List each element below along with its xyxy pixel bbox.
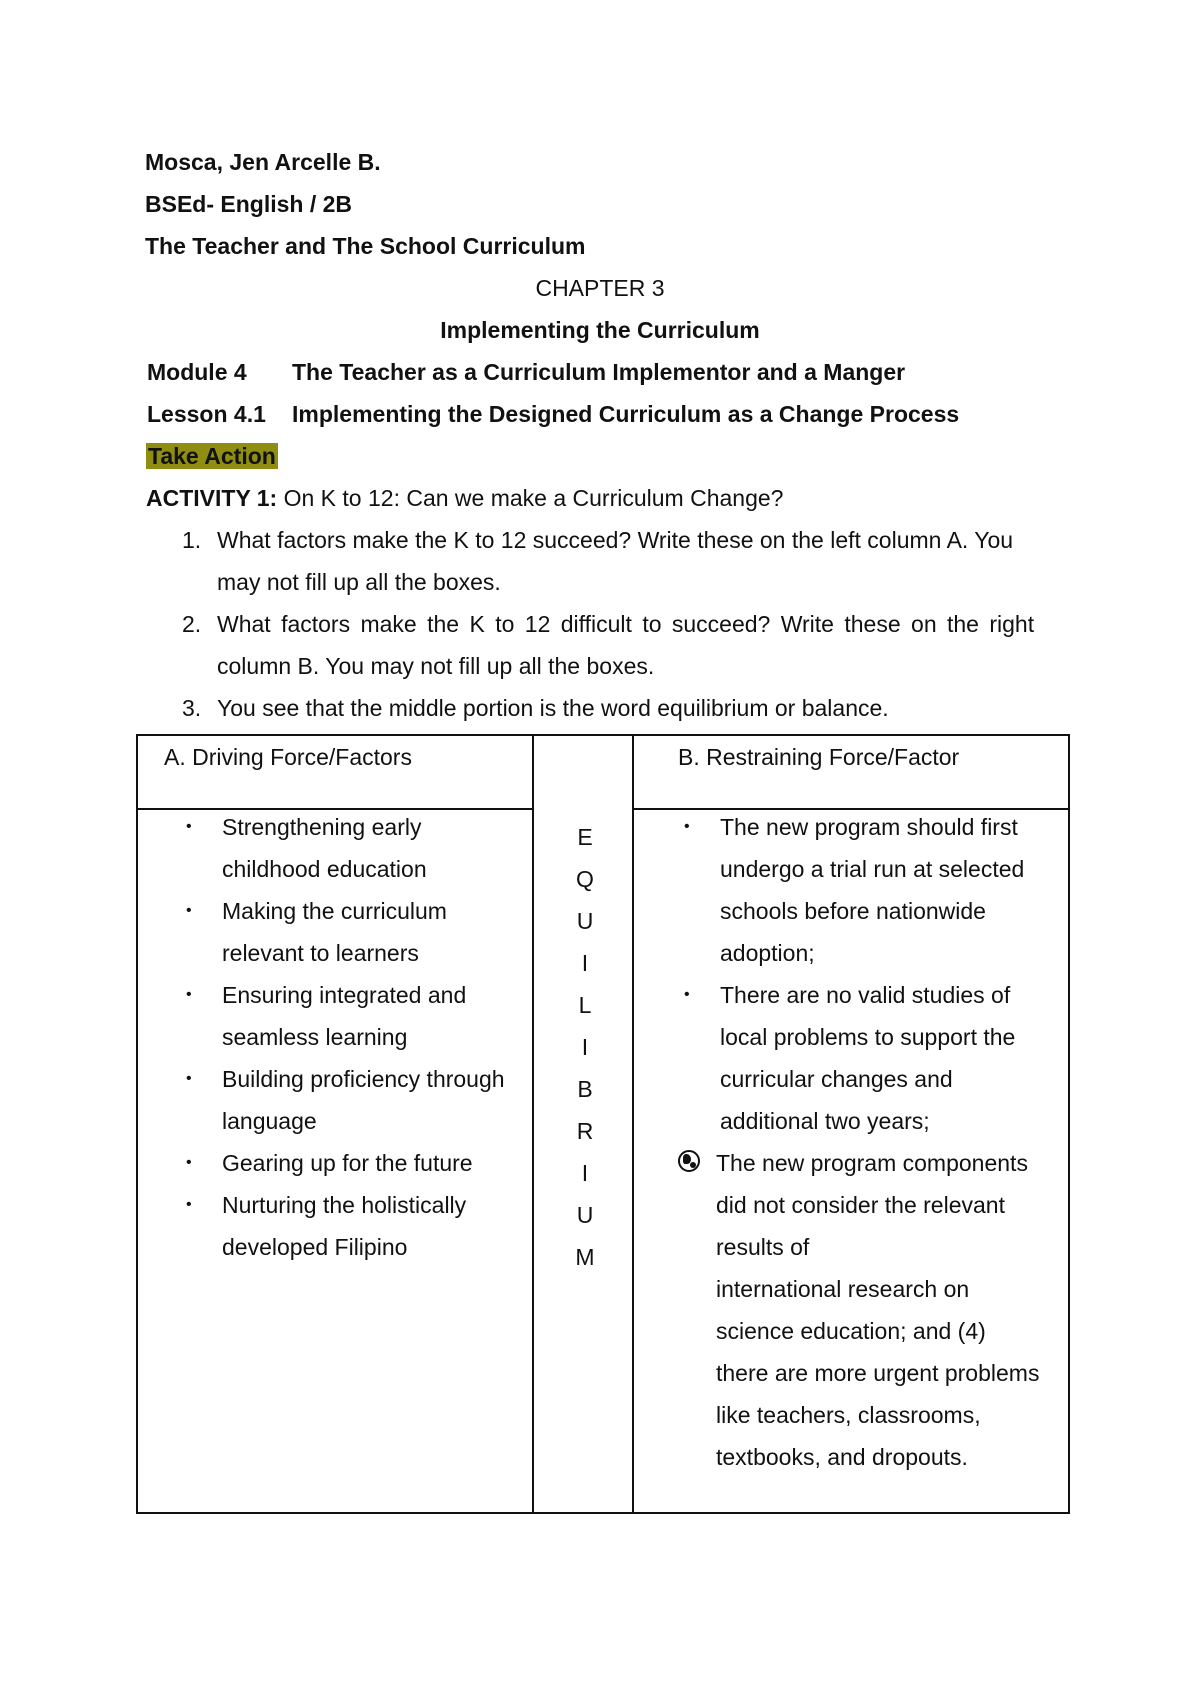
activity-title: On K to 12: Can we make a Curriculum Change?: [277, 485, 784, 511]
item-line: adoption;: [720, 940, 815, 966]
list-item: [684, 806, 1039, 974]
module-label: Module 4: [147, 359, 247, 385]
list-item: [186, 890, 505, 974]
list-item: [186, 806, 505, 890]
item-line: Gearing up for the future: [222, 1150, 473, 1176]
list-item: [684, 974, 1039, 1142]
item-line: relevant to learners: [222, 940, 419, 966]
list-item: [186, 1184, 505, 1268]
instruction-text: column B. You may not fill up all the boxes.: [217, 653, 655, 679]
column-b-header: B. Restraining Force/Factor: [678, 744, 960, 770]
equilibrium-letter: Q: [576, 866, 594, 892]
lesson-title: Implementing the Designed Curriculum as a Change Process: [292, 401, 960, 427]
list-item: [186, 974, 505, 1058]
bullet: •: [684, 818, 690, 835]
item-line: Nurturing the holistically: [222, 1192, 467, 1218]
student-name: Mosca, Jen Arcelle B.: [145, 149, 381, 175]
item-line: results of: [716, 1234, 810, 1260]
item-line: science education; and (4): [716, 1318, 986, 1344]
activity-heading: [146, 483, 783, 513]
item-line: did not consider the relevant: [716, 1192, 1005, 1218]
item-line: Building proficiency through: [222, 1066, 505, 1092]
force-field-table: [136, 734, 1070, 1514]
equilibrium-word: [535, 816, 635, 1278]
bullet: •: [186, 986, 192, 1003]
item-line: Ensuring integrated and: [222, 982, 467, 1008]
item-line: like teachers, classrooms,: [716, 1402, 981, 1428]
chapter-number: CHAPTER 3: [535, 275, 665, 301]
subject-title: The Teacher and The School Curriculum: [145, 233, 586, 259]
equilibrium-letter: U: [576, 1202, 594, 1228]
instruction-number: 3.: [182, 695, 202, 721]
activity-label: ACTIVITY 1:: [146, 485, 278, 511]
driving-forces-list: [186, 806, 505, 1268]
take-action-heading: [146, 441, 278, 471]
item-line: The new program should first: [720, 814, 1018, 840]
module-title: The Teacher as a Curriculum Implementor and a Manger: [292, 359, 906, 385]
equilibrium-letter: M: [575, 1244, 595, 1270]
equilibrium-letter: I: [581, 1034, 589, 1060]
item-line: The new program components: [716, 1150, 1028, 1176]
instruction-number: 1.: [182, 527, 202, 553]
equilibrium-letter: I: [581, 1160, 589, 1186]
instruction-text: What factors make the K to 12 difficult to succeed? Write these on the right: [217, 611, 1035, 637]
instruction-text: may not fill up all the boxes.: [217, 569, 501, 595]
column-divider: [532, 736, 534, 1512]
item-line: textbooks, and dropouts.: [716, 1444, 968, 1470]
list-item: [186, 1142, 505, 1184]
item-line: there are more urgent problems: [716, 1360, 1040, 1386]
item-line: There are no valid studies of: [720, 982, 1011, 1008]
equilibrium-letter: R: [576, 1118, 594, 1144]
equilibrium-letter: I: [581, 950, 589, 976]
restraining-forces-list: [684, 806, 1040, 1478]
item-line: seamless learning: [222, 1024, 408, 1050]
bullet: •: [684, 986, 690, 1003]
item-line: schools before nationwide: [720, 898, 986, 924]
item-line: local problems to support the: [720, 1024, 1016, 1050]
item-line: curricular changes and: [720, 1066, 953, 1092]
bullet: •: [186, 818, 192, 835]
instruction-text: You see that the middle portion is the word equilibrium or balance.: [217, 695, 889, 721]
instruction-number: 2.: [182, 611, 202, 637]
item-line: undergo a trial run at selected: [720, 856, 1025, 882]
course-section: BSEd- English / 2B: [145, 191, 353, 217]
bullet: •: [186, 1154, 192, 1171]
column-a-header: A. Driving Force/Factors: [164, 744, 412, 770]
globe-icon: [678, 1150, 700, 1172]
take-action-highlight: Take Action: [148, 443, 276, 469]
item-line: childhood education: [222, 856, 427, 882]
item-line: Making the curriculum: [222, 898, 447, 924]
bullet: •: [186, 1070, 192, 1087]
bullet: •: [186, 1196, 192, 1213]
item-line: international research on: [716, 1276, 970, 1302]
equilibrium-letter: E: [577, 824, 593, 850]
item-line: Strengthening early: [222, 814, 422, 840]
equilibrium-letter: U: [576, 908, 594, 934]
list-item: [716, 1142, 1039, 1478]
equilibrium-letter: L: [578, 992, 592, 1018]
bullet: •: [186, 902, 192, 919]
item-line: additional two years;: [720, 1108, 930, 1134]
equilibrium-letter: B: [577, 1076, 593, 1102]
lesson-label: Lesson 4.1: [147, 401, 266, 427]
item-line: developed Filipino: [222, 1234, 408, 1260]
instruction-text: What factors make the K to 12 succeed? Write these on the left column A. You: [217, 527, 1014, 553]
list-item: [186, 1058, 505, 1142]
item-line: language: [222, 1108, 317, 1134]
chapter-title: Implementing the Curriculum: [440, 317, 760, 343]
